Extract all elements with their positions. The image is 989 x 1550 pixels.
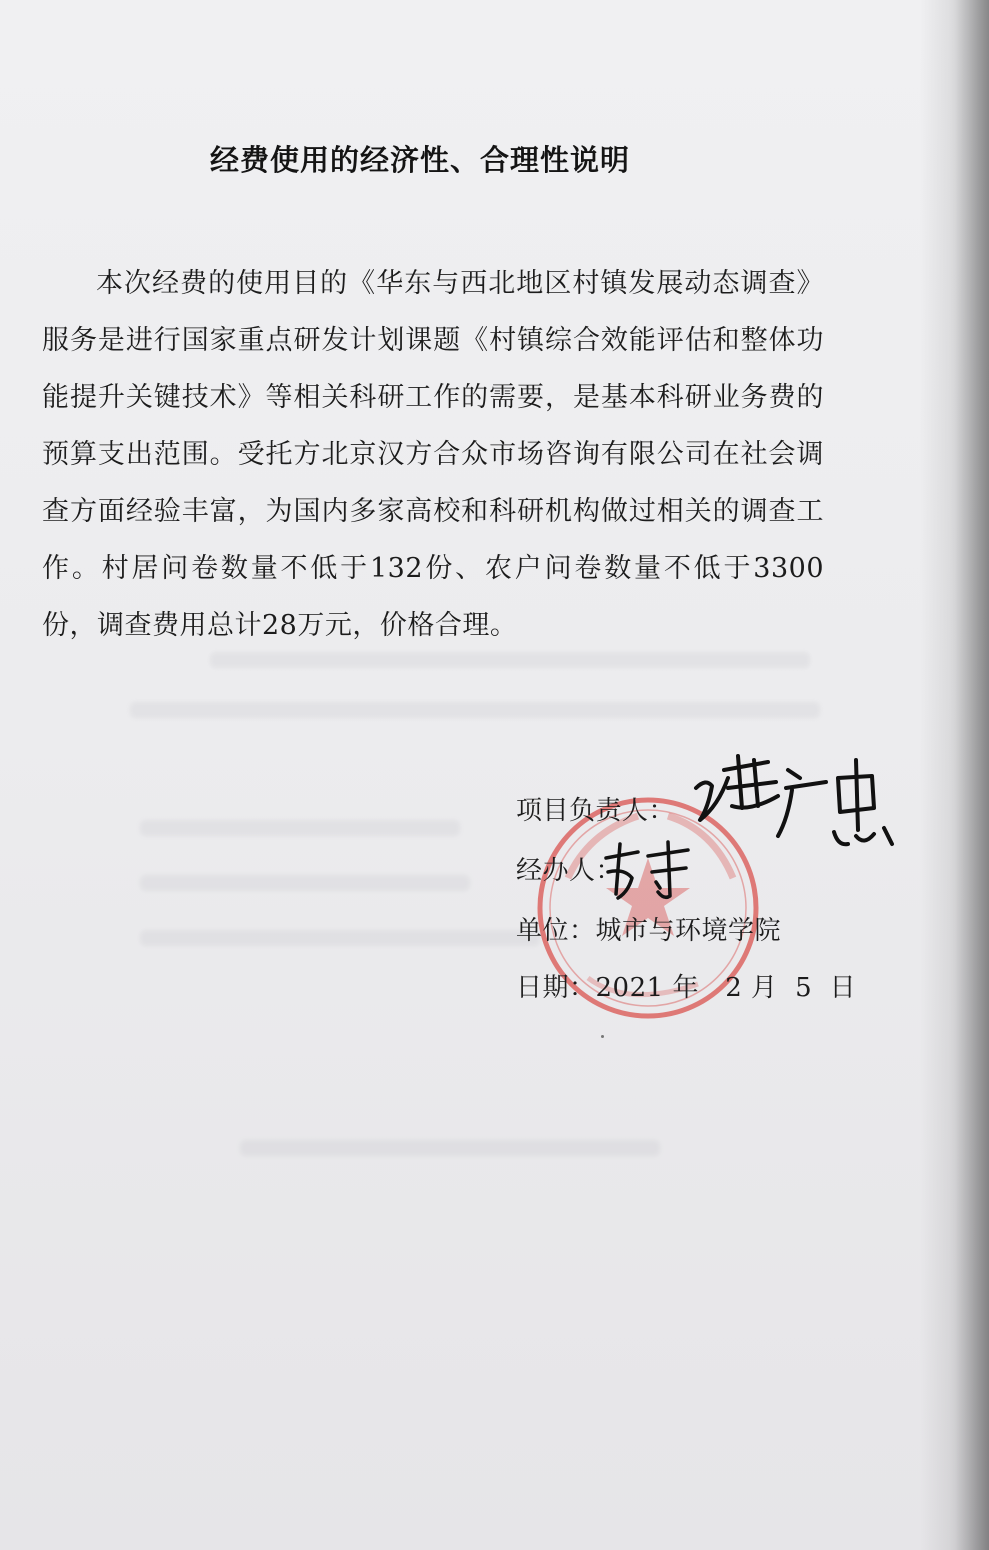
page-edge-shadow	[955, 0, 989, 1550]
unit-value: 城市与环境学院	[595, 916, 782, 946]
bleed-through-mark	[240, 1140, 660, 1156]
handler-line	[516, 850, 622, 887]
project-leader-line	[516, 790, 675, 827]
bleed-through-mark	[140, 820, 460, 836]
project-leader-signature-icon	[688, 748, 898, 858]
date-label: 日期：	[516, 973, 596, 1003]
date-value: 2021 年 2 月 5 日	[595, 973, 857, 1003]
paper-speck	[601, 1035, 604, 1038]
project-leader-label: 项目负责人：	[516, 796, 676, 826]
unit-label: 单位：	[516, 916, 596, 946]
bleed-through-mark	[130, 702, 820, 718]
bleed-through-mark	[210, 652, 810, 668]
date-line	[516, 967, 856, 1004]
unit-line	[516, 910, 781, 947]
bleed-through-mark	[140, 930, 540, 946]
body-paragraph: 本次经费的使用目的《华东与西北地区村镇发展动态调查》服务是进行国家重点研发计划课题《村镇综合效能评估和整体功能提升关键技术》等相关科研工作的需要，是基本科研业务费的预算支出范围。受托方北京汉方合众市场咨询有限公司在社会调查方面经验丰富，为国内多家高校和科研机构做过相关的调查工作。村居问卷数量不低于132份、农户问卷数量不低于3300份，调查费用总计28万元，价格合理。	[42, 268, 824, 641]
bleed-through-mark	[140, 875, 470, 891]
handler-label: 经办人：	[516, 856, 623, 886]
document-title: 经费使用的经济性、合理性说明	[209, 143, 630, 177]
document-body	[42, 255, 824, 654]
